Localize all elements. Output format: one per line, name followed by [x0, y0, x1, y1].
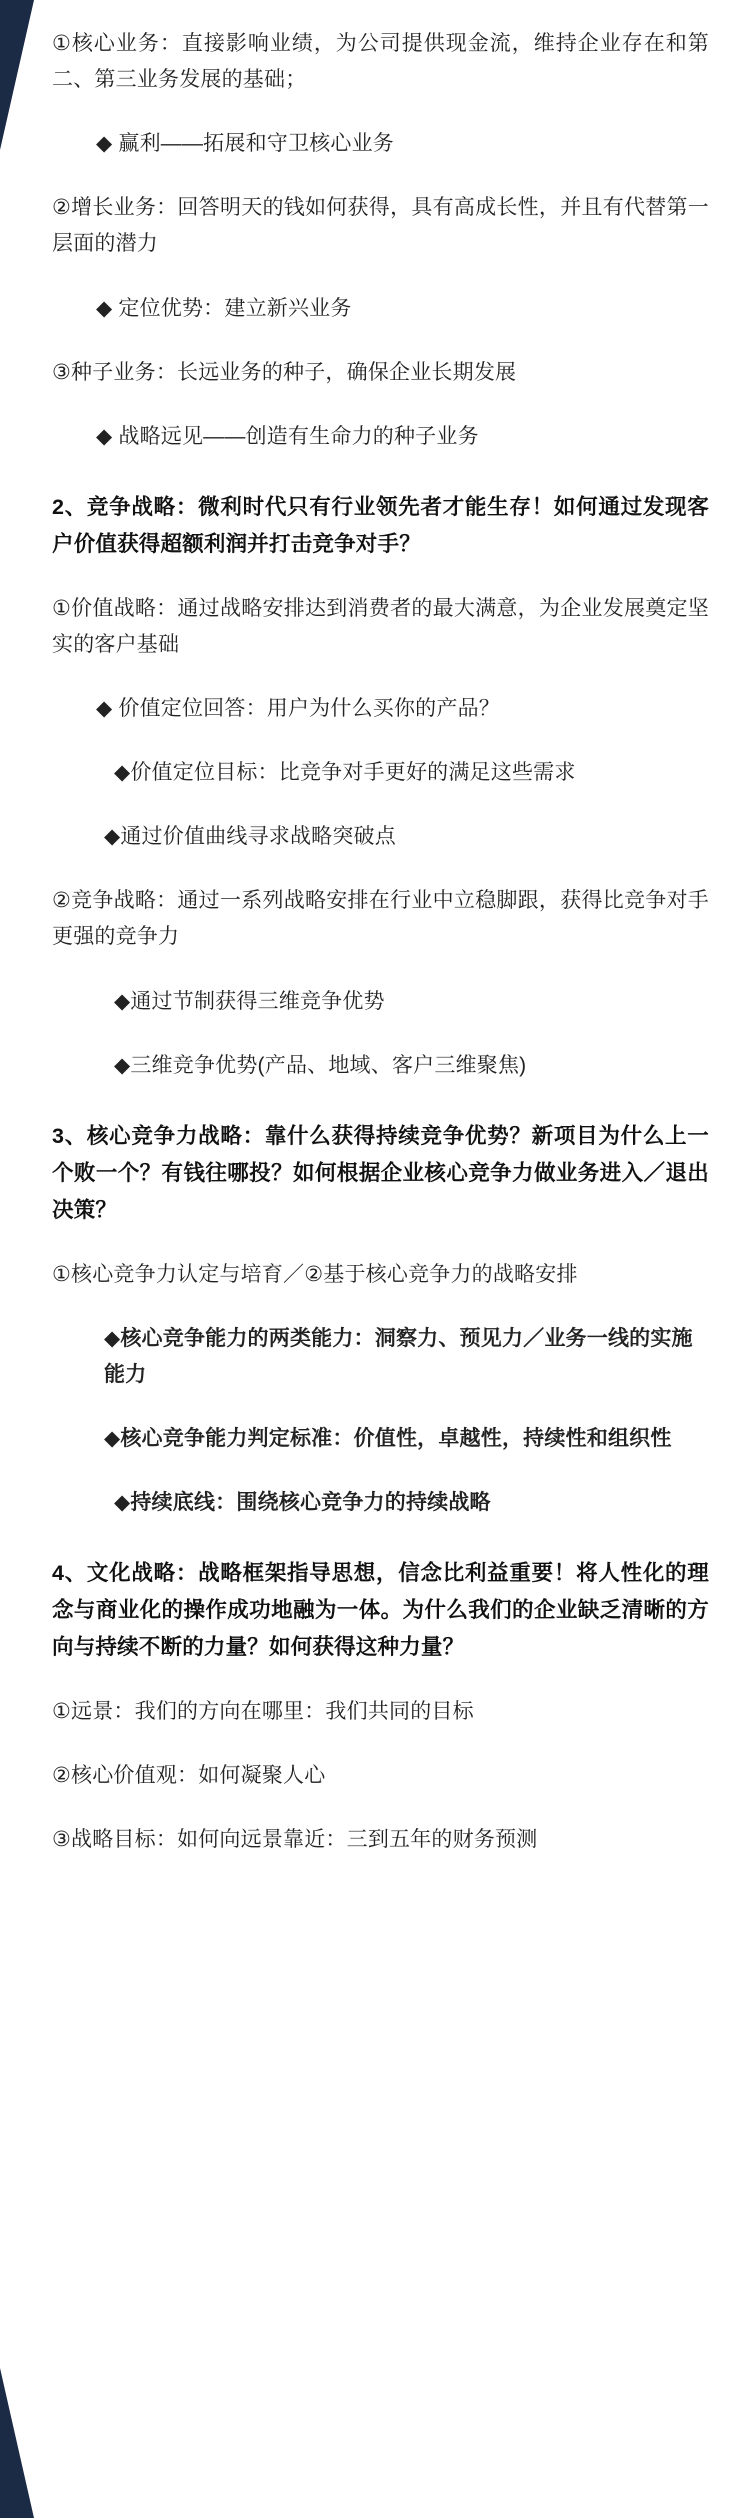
bullet-three-dimension-focus: ◆三维竞争优势(产品、地域、客户三维聚焦) [114, 1053, 527, 1077]
bullet-value-positioning-goal: ◆价值定位目标：比竞争对手更好的满足这些需求 [114, 761, 576, 785]
bullet-judgement-criteria: ◆核心竞争能力判定标准：价值性，卓越性，持续性和组织性 [104, 1427, 672, 1451]
bullet-two-capabilities: ◆核心竞争能力的两类能力：洞察力、预见力／业务一线的实施能力 [104, 1326, 693, 1386]
bullet-value-curve: ◆通过价值曲线寻求战略突破点 [104, 825, 396, 849]
heading-culture-strategy: 4、文化战略：战略框架指导思想，信念比利益重要！将人性化的理念与商业化的操作成功地融为一体。为什么我们的企业缺乏清晰的方向与持续不断的力量？如何获得这种力量？ [52, 1561, 709, 1660]
paragraph-strategic-goal: ③战略目标：如何向远景靠近：三到五年的财务预测 [52, 1828, 538, 1852]
paragraph-core-values: ②核心价值观：如何凝聚人心 [52, 1764, 326, 1788]
paragraph-core-business: ①核心业务：直接影响业绩，为公司提供现金流，维持企业存在和第二、第三业务发展的基础； [52, 32, 709, 92]
bullet-profit: ◆ 赢利——拓展和守卫核心业务 [96, 132, 394, 156]
heading-core-competence-strategy: 3、核心竞争力战略：靠什么获得持续竞争优势？新项目为什么上一个败一个？有钱往哪投？如何根据企业核心竞争力做业务进入／退出决策？ [52, 1123, 709, 1222]
paragraph-seed-business: ③种子业务：长远业务的种子，确保企业长期发展 [52, 360, 517, 384]
bullet-strategic-vision: ◆ 战略远见——创造有生命力的种子业务 [96, 424, 479, 448]
paragraph-vision: ①远景：我们的方向在哪里：我们共同的目标 [52, 1700, 474, 1724]
paragraph-growth-business: ②增长业务：回答明天的钱如何获得，具有高成长性，并且有代替第一层面的潜力 [52, 196, 709, 256]
bullet-positioning-advantage: ◆ 定位优势：建立新兴业务 [96, 296, 352, 320]
bullet-three-dimension-advantage: ◆通过节制获得三维竞争优势 [114, 989, 385, 1013]
corner-decoration-bottom [0, 2368, 34, 2518]
paragraph-core-competence-items: ①核心竞争力认定与培育／②基于核心竞争力的战略安排 [52, 1262, 578, 1286]
bullet-value-positioning-answer: ◆ 价值定位回答：用户为什么买你的产品？ [96, 697, 500, 721]
heading-competition-strategy: 2、竞争战略：微利时代只有行业领先者才能生存！如何通过发现客户价值获得超额利润并打击竞争对手？ [52, 494, 709, 556]
paragraph-competition-strategy: ②竞争战略：通过一系列战略安排在行业中立稳脚跟，获得比竞争对手更强的竞争力 [52, 889, 709, 949]
bullet-sustain-bottomline: ◆持续底线：围绕核心竞争力的持续战略 [114, 1491, 491, 1515]
paragraph-value-strategy: ①价值战略：通过战略安排达到消费者的最大满意，为企业发展奠定坚实的客户基础 [52, 596, 709, 656]
